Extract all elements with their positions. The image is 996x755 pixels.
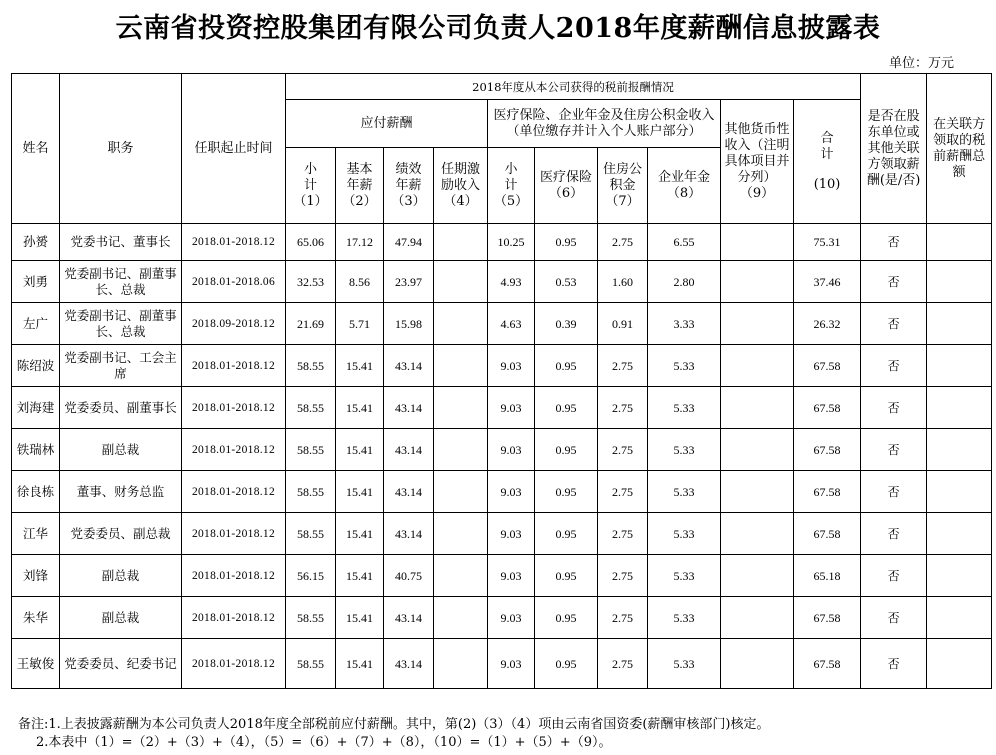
header-position: 职务 xyxy=(60,74,182,224)
cell-name: 王敏俊 xyxy=(12,639,60,689)
cell-subtotal-salary: 58.55 xyxy=(286,597,336,639)
cell-housing: 2.75 xyxy=(598,387,648,429)
cell-medical: 0.95 xyxy=(535,224,598,261)
cell-other-income xyxy=(721,345,794,387)
header-total-no: (10) xyxy=(813,176,841,192)
cell-annuity: 5.33 xyxy=(648,555,721,597)
header-sub5-label: 小计 xyxy=(504,161,518,193)
cell-base-salary: 15.41 xyxy=(336,429,384,471)
cell-subtotal-insurance: 9.03 xyxy=(488,429,535,471)
table-row xyxy=(12,555,992,597)
cell-medical: 0.95 xyxy=(535,387,598,429)
header-related-party-pay: 在关联方领取的税前薪酬总额 xyxy=(927,74,992,224)
cell-annuity: 5.33 xyxy=(648,471,721,513)
cell-related-party-pay xyxy=(927,555,992,597)
cell-performance-salary: 43.14 xyxy=(384,513,434,555)
cell-total: 67.58 xyxy=(794,597,861,639)
header-housing-label: 住房公积金 xyxy=(602,161,642,193)
cell-base-salary: 15.41 xyxy=(336,513,384,555)
header-sub1-label: 小计 xyxy=(303,161,317,193)
cell-term: 2018.09-2018.12 xyxy=(182,303,286,345)
cell-related-party-pay xyxy=(927,224,992,261)
cell-related-party: 否 xyxy=(861,261,927,303)
cell-incentive xyxy=(434,555,488,597)
cell-term: 2018.01-2018.06 xyxy=(182,261,286,303)
header-incentive xyxy=(434,148,488,224)
cell-medical: 0.95 xyxy=(535,471,598,513)
cell-annuity: 5.33 xyxy=(648,387,721,429)
cell-related-party: 否 xyxy=(861,224,927,261)
cell-subtotal-insurance: 4.93 xyxy=(488,261,535,303)
cell-related-party-pay xyxy=(927,303,992,345)
cell-subtotal-insurance: 9.03 xyxy=(488,639,535,689)
cell-other-income xyxy=(721,261,794,303)
cell-total: 75.31 xyxy=(794,224,861,261)
header-annuity-no: （8） xyxy=(666,185,702,201)
header-perf-label: 绩效年薪 xyxy=(395,161,422,193)
cell-name: 陈绍波 xyxy=(12,345,60,387)
cell-total: 67.58 xyxy=(794,345,861,387)
cell-subtotal-insurance: 9.03 xyxy=(488,513,535,555)
cell-subtotal-salary: 58.55 xyxy=(286,387,336,429)
cell-housing: 2.75 xyxy=(598,224,648,261)
header-incentive-no: （4） xyxy=(443,193,478,209)
cell-other-income xyxy=(721,224,794,261)
cell-term: 2018.01-2018.12 xyxy=(182,513,286,555)
cell-performance-salary: 43.14 xyxy=(384,597,434,639)
cell-term: 2018.01-2018.12 xyxy=(182,345,286,387)
cell-related-party-pay xyxy=(927,345,992,387)
cell-medical: 0.95 xyxy=(535,345,598,387)
cell-incentive xyxy=(434,387,488,429)
cell-subtotal-salary: 58.55 xyxy=(286,429,336,471)
cell-position: 党委副书记、副董事长、总裁 xyxy=(60,303,182,345)
cell-other-income xyxy=(721,513,794,555)
cell-total: 26.32 xyxy=(794,303,861,345)
cell-base-salary: 17.12 xyxy=(336,224,384,261)
cell-total: 67.58 xyxy=(794,429,861,471)
cell-other-income xyxy=(721,303,794,345)
cell-subtotal-insurance: 9.03 xyxy=(488,555,535,597)
cell-related-party: 否 xyxy=(861,639,927,689)
cell-incentive xyxy=(434,224,488,261)
cell-subtotal-salary: 58.55 xyxy=(286,345,336,387)
cell-housing: 2.75 xyxy=(598,639,648,689)
cell-incentive xyxy=(434,639,488,689)
cell-housing: 2.75 xyxy=(598,597,648,639)
cell-related-party: 否 xyxy=(861,387,927,429)
cell-base-salary: 15.41 xyxy=(336,387,384,429)
cell-total: 37.46 xyxy=(794,261,861,303)
cell-subtotal-insurance: 9.03 xyxy=(488,387,535,429)
cell-performance-salary: 43.14 xyxy=(384,387,434,429)
header-medical-no: （6） xyxy=(548,185,584,201)
header-base xyxy=(336,148,384,224)
cell-subtotal-insurance: 10.25 xyxy=(488,224,535,261)
cell-total: 67.58 xyxy=(794,639,861,689)
cell-incentive xyxy=(434,513,488,555)
cell-related-party: 否 xyxy=(861,513,927,555)
cell-annuity: 3.33 xyxy=(648,303,721,345)
table-row xyxy=(12,429,992,471)
header-sub5-no: （5） xyxy=(493,193,529,209)
cell-housing: 2.75 xyxy=(598,471,648,513)
cell-annuity: 5.33 xyxy=(648,513,721,555)
header-sub1-no: （1） xyxy=(293,193,328,209)
cell-base-salary: 8.56 xyxy=(336,261,384,303)
cell-subtotal-salary: 21.69 xyxy=(286,303,336,345)
header-base-label: 基本年薪 xyxy=(346,161,373,193)
cell-base-salary: 5.71 xyxy=(336,303,384,345)
unit-label: 单位：万元 xyxy=(888,56,954,71)
cell-subtotal-salary: 56.15 xyxy=(286,555,336,597)
cell-related-party-pay xyxy=(927,597,992,639)
cell-related-party-pay xyxy=(927,471,992,513)
cell-base-salary: 15.41 xyxy=(336,639,384,689)
cell-housing: 0.91 xyxy=(598,303,648,345)
cell-related-party-pay xyxy=(927,513,992,555)
cell-related-party-pay xyxy=(927,387,992,429)
cell-medical: 0.95 xyxy=(535,555,598,597)
table-row xyxy=(12,471,992,513)
header-total-label: 合计 xyxy=(820,130,834,162)
cell-annuity: 5.33 xyxy=(648,429,721,471)
cell-incentive xyxy=(434,261,488,303)
header-other-income-label: 其他货币性收入（注明具体项目并分列） xyxy=(724,121,790,185)
cell-performance-salary: 43.14 xyxy=(384,639,434,689)
header-incentive-label: 任期激励收入 xyxy=(440,161,480,193)
cell-medical: 0.53 xyxy=(535,261,598,303)
cell-performance-salary: 40.75 xyxy=(384,555,434,597)
cell-performance-salary: 23.97 xyxy=(384,261,434,303)
cell-subtotal-insurance: 9.03 xyxy=(488,345,535,387)
header-total xyxy=(794,100,861,224)
cell-housing: 1.60 xyxy=(598,261,648,303)
cell-total: 67.58 xyxy=(794,513,861,555)
header-medical xyxy=(535,148,598,224)
cell-medical: 0.95 xyxy=(535,639,598,689)
cell-performance-salary: 43.14 xyxy=(384,429,434,471)
cell-position: 副总裁 xyxy=(60,555,182,597)
cell-performance-salary: 15.98 xyxy=(384,303,434,345)
cell-annuity: 5.33 xyxy=(648,639,721,689)
cell-name: 刘勇 xyxy=(12,261,60,303)
cell-name: 刘锋 xyxy=(12,555,60,597)
table-row xyxy=(12,303,992,345)
table-row xyxy=(12,597,992,639)
cell-related-party: 否 xyxy=(861,555,927,597)
cell-name: 左广 xyxy=(12,303,60,345)
cell-total: 65.18 xyxy=(794,555,861,597)
cell-housing: 2.75 xyxy=(598,555,648,597)
header-perf-no: （3） xyxy=(391,193,426,209)
cell-term: 2018.01-2018.12 xyxy=(182,639,286,689)
cell-related-party-pay xyxy=(927,261,992,303)
cell-subtotal-insurance: 4.63 xyxy=(488,303,535,345)
cell-name: 铁瑞林 xyxy=(12,429,60,471)
cell-subtotal-salary: 65.06 xyxy=(286,224,336,261)
cell-other-income xyxy=(721,555,794,597)
cell-medical: 0.39 xyxy=(535,303,598,345)
header-name: 姓名 xyxy=(12,74,60,224)
footnote-2: 2.本表中（1）=（2）+（3）+（4），（5）=（6）+（7）+（8），（10）=（1）+（5）+（9）。 xyxy=(36,735,612,750)
cell-related-party: 否 xyxy=(861,303,927,345)
footnotes xyxy=(18,716,769,752)
table-row xyxy=(12,224,992,261)
header-sub5 xyxy=(488,148,535,224)
table-row xyxy=(12,261,992,303)
cell-incentive xyxy=(434,303,488,345)
cell-performance-salary: 43.14 xyxy=(384,471,434,513)
cell-subtotal-insurance: 9.03 xyxy=(488,471,535,513)
cell-performance-salary: 47.94 xyxy=(384,224,434,261)
cell-related-party: 否 xyxy=(861,471,927,513)
cell-related-party-pay xyxy=(927,639,992,689)
cell-name: 江华 xyxy=(12,513,60,555)
cell-related-party-pay xyxy=(927,429,992,471)
cell-related-party: 否 xyxy=(861,429,927,471)
cell-total: 67.58 xyxy=(794,471,861,513)
cell-base-salary: 15.41 xyxy=(336,555,384,597)
header-base-no: （2） xyxy=(342,193,377,209)
cell-other-income xyxy=(721,429,794,471)
header-perf xyxy=(384,148,434,224)
cell-annuity: 6.55 xyxy=(648,224,721,261)
cell-position: 董事、财务总监 xyxy=(60,471,182,513)
cell-position: 党委委员、副董事长 xyxy=(60,387,182,429)
cell-housing: 2.75 xyxy=(598,345,648,387)
table-row xyxy=(12,387,992,429)
cell-other-income xyxy=(721,639,794,689)
header-other-income xyxy=(721,100,794,224)
header-other-income-no: （9） xyxy=(739,185,775,201)
cell-medical: 0.95 xyxy=(535,429,598,471)
cell-name: 孙赟 xyxy=(12,224,60,261)
page-title: 云南省投资控股集团有限公司负责人2018年度薪酬信息披露表 xyxy=(115,13,881,44)
cell-incentive xyxy=(434,597,488,639)
footnote-1: 备注:1.上表披露薪酬为本公司负责人2018年度全部税前应付薪酬。其中，第(2)（3）（4）项由云南省国资委(薪酬审核部门)核定。 xyxy=(18,717,770,732)
salary-table xyxy=(11,73,992,689)
header-group-insurance: 医疗保险、企业年金及住房公积金收入（单位缴存并计入个人账户部分） xyxy=(488,100,721,148)
cell-subtotal-salary: 58.55 xyxy=(286,471,336,513)
cell-annuity: 5.33 xyxy=(648,597,721,639)
header-group-salary: 应付薪酬 xyxy=(286,100,488,148)
cell-position: 党委委员、副总裁 xyxy=(60,513,182,555)
cell-other-income xyxy=(721,597,794,639)
cell-incentive xyxy=(434,429,488,471)
cell-position: 党委副书记、工会主席 xyxy=(60,345,182,387)
cell-subtotal-salary: 32.53 xyxy=(286,261,336,303)
header-annuity xyxy=(648,148,721,224)
cell-medical: 0.95 xyxy=(535,597,598,639)
cell-incentive xyxy=(434,471,488,513)
cell-term: 2018.01-2018.12 xyxy=(182,429,286,471)
header-term: 任职起止时间 xyxy=(182,74,286,224)
cell-position: 党委书记、董事长 xyxy=(60,224,182,261)
cell-position: 党委委员、纪委书记 xyxy=(60,639,182,689)
header-medical-label: 医疗保险 xyxy=(539,169,592,185)
cell-base-salary: 15.41 xyxy=(336,597,384,639)
header-annuity-label: 企业年金 xyxy=(657,169,710,185)
cell-position: 副总裁 xyxy=(60,597,182,639)
cell-incentive xyxy=(434,345,488,387)
cell-base-salary: 15.41 xyxy=(336,471,384,513)
cell-annuity: 2.80 xyxy=(648,261,721,303)
cell-position: 党委副书记、副董事长、总裁 xyxy=(60,261,182,303)
cell-housing: 2.75 xyxy=(598,513,648,555)
header-related-party: 是否在股东单位或其他关联方领取薪酬(是/否) xyxy=(861,74,927,224)
cell-medical: 0.95 xyxy=(535,513,598,555)
cell-housing: 2.75 xyxy=(598,429,648,471)
cell-related-party: 否 xyxy=(861,345,927,387)
cell-position: 副总裁 xyxy=(60,429,182,471)
cell-name: 朱华 xyxy=(12,597,60,639)
cell-subtotal-salary: 58.55 xyxy=(286,639,336,689)
cell-term: 2018.01-2018.12 xyxy=(182,471,286,513)
cell-base-salary: 15.41 xyxy=(336,345,384,387)
header-housing-no: （7） xyxy=(605,193,640,209)
cell-name: 徐良栋 xyxy=(12,471,60,513)
cell-subtotal-salary: 58.55 xyxy=(286,513,336,555)
cell-total: 67.58 xyxy=(794,387,861,429)
cell-name: 刘海建 xyxy=(12,387,60,429)
cell-performance-salary: 43.14 xyxy=(384,345,434,387)
cell-term: 2018.01-2018.12 xyxy=(182,597,286,639)
header-sub1 xyxy=(286,148,336,224)
cell-other-income xyxy=(721,387,794,429)
header-housing xyxy=(598,148,648,224)
cell-annuity: 5.33 xyxy=(648,345,721,387)
table-row xyxy=(12,639,992,689)
cell-term: 2018.01-2018.12 xyxy=(182,387,286,429)
table-row xyxy=(12,345,992,387)
cell-subtotal-insurance: 9.03 xyxy=(488,597,535,639)
table-body xyxy=(12,224,992,689)
table-header xyxy=(12,74,992,224)
cell-term: 2018.01-2018.12 xyxy=(182,555,286,597)
header-group-main: 2018年度从本公司获得的税前报酬情况 xyxy=(286,74,861,100)
cell-term: 2018.01-2018.12 xyxy=(182,224,286,261)
cell-other-income xyxy=(721,471,794,513)
table-row xyxy=(12,513,992,555)
cell-related-party: 否 xyxy=(861,597,927,639)
